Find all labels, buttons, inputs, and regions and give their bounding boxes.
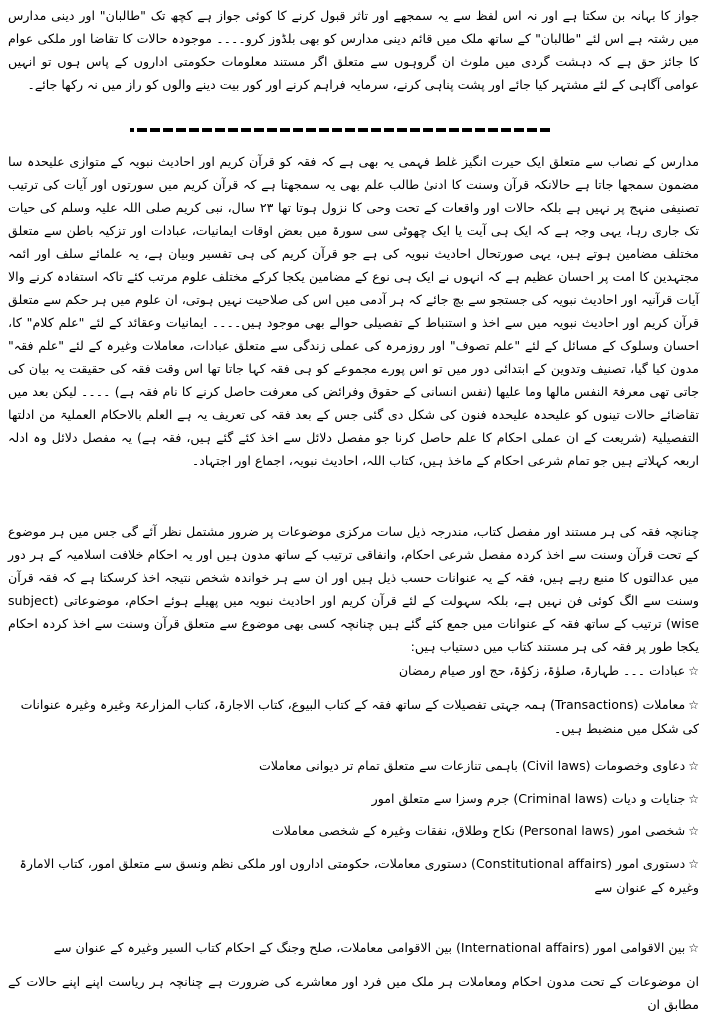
list-item bbox=[8, 693, 699, 740]
intro-paragraph: جواز کا بہانہ بن سکتا ہے اور نہ اس لفظ سے یہ سمجھے اور تاثر قبول کرنے کا کوئی جواز ہے کچھ تک "طالبان" اور دینی مدارس میں رشتہ ہے اس لئے "طالبان" کے ساتھ ملک میں قائم دینی مدارس کو بھی بلڈوز کرو۔۔۔۔ موجودہ حالات کا تقاضا اور ملکی عوام کا جائز حق ہے کہ دہشت گردی میں ملوث ان گروہوں سے متعلق اگر مستند معلومات حکومتی اداروں کے پاس ہوں تو انہیں عوامی آگاہی کے لئے مشتہر کیا جائے اور پشت پناہی کرنے، سرمایہ فراہم کرنے اور کور بیت دینے والوں کو راز میں نہ رکھا جائے۔ bbox=[8, 8, 699, 92]
section-divider bbox=[130, 128, 550, 132]
list-item bbox=[8, 754, 699, 778]
star-icon: ☆ bbox=[688, 664, 699, 678]
fiqh-topics-paragraph: چنانچہ فقہ کی ہر مستند اور مفصل کتاب، مندرجہ ذیل سات مرکزی موضوعات پر ضرور مشتمل نظر آئے گی جس میں ہر موضوع کے تحت قرآن وسنت سے اخذ کردہ مفصل شرعی احکام، وانفاقی ترتیب کے ساتھ مدون ہیں اور یہ احکام خلافت اسلامیہ کے ہر دور میں عدالتوں کا منبع رہے ہیں، فقہ کے یہ عنوانات حسب ذیل ہیں اور ان سے ہر خواندہ شخص نتیجہ اخذ کرسکتا ہے کہ فقہ قرآن وسنت سے الگ کوئی فن نہیں ہے، بلکہ سہولت کے لئے قرآن کریم اور احادیث نبویہ میں پھیلے ہوئے احکام، موضوعاتی (subject wise) ترتیب کے ساتھ فقہ کے عنوانات میں جمع کئے گئے ہیں چنانچہ کسی بھی موضوع سے متعلق قرآن وسنت سے اخذ کردہ احکام یکجا طور پر فقہ کی ہر مستند کتاب میں دستیاب ہیں: bbox=[8, 524, 699, 654]
star-icon: ☆ bbox=[688, 759, 699, 773]
list-item-text: عبادات ۔۔۔ طہارۃ، صلوٰۃ، زکوٰۃ، حج اور صیام رمضان bbox=[398, 663, 686, 678]
star-icon: ☆ bbox=[688, 698, 699, 712]
star-icon: ☆ bbox=[688, 824, 699, 838]
madaris-curriculum-paragraph: مدارس کے نصاب سے متعلق ایک حیرت انگیز غلط فہمی یہ بھی ہے کہ فقہ کو قرآن کریم اور احادیث نبویہ کے متوازی علیحدہ سا مضمون سمجھا جاتا ہے حالانکہ قرآن وسنت کا ادنیٰ طالب علم بھی یہ سمجھتا ہے کہ قرآن کریم میں سورتوں اور آیات کی ترتیب تصنیفی منہج پر نہیں ہے بلکہ حالات اور واقعات کے تحت وحی کا نزول ہوتا تھا ۲۳ سال، نبی کریم صلی اللہ علیہ وسلم کی حیات تک جاری رہا، یہی وجہ ہے کہ ایک ہی آیت یا ایک چھوٹی سی سورۃ میں بعض اوقات ایمانیات، عبادات اور تزکیہ باطن سے متعلق مختلف مضامین ہوتے ہیں، یہی صورتحال احادیث نبویہ کی ہے جو قرآن کریم کی ہی تفسیر وبیان ہے، یہ علمائے سلف اور ائمہ مجتہدین کا امت پر احسان عظیم ہے کہ انہوں نے ایک ہی نوع کے مضامین یکجا کرکے مختلف علوم مرتب کئے تاکہ استفادہ کرنے والا آیات قرآنیہ اور احادیث نبویہ کی جستجو سے بچ جائے کہ ہر آدمی میں اس کی صلاحیت نہیں ہوتی، ان علوم میں ہر حکم سے متعلق قرآن کریم اور احادیث نبویہ میں سے اخذ و استنباط کے تفصیلی حوالے بھی موجود ہیں۔۔۔۔ ایمانیات وعقائد کے لئے "علم کلام" کا، احسان وسلوک کے مسائل کے لئے "علم تصوف" اور روزمرہ کی عملی زندگی سے متعلق عبادات، معاملات وغیرہ کے لئے "علم فقہ" مدون کیا گیا، تصنیف وتدوین کے ابتدائی دور میں تو اس پورے مجموعے کو ہی فقہ کہا جاتا تھا اس وقت فقہ کی حقیقت یہ بیان کی جاتی تھی معرفۃ النفس مالھا وما علیھا (نفس انسانی کے حقوق وفرائض کی معرفت حاصل کرنے کا نام فقہ ہے) ۔۔۔۔ لیکن بعد میں تقاضائے حالات تینوں کو علیحدہ علیحدہ فنون کی شکل دی گئی جس کے بعد فقہ کی تعریف یہ ہے العلم بالاحکام العملیۃ من ادلتھا التفصیلیۃ (شریعت کے ان عملی احکام کا علم حاصل کرنا جو مفصل دلائل سے اخذ کئے گئے ہیں، فقہ ہے) یہ مفصل دلائل وہ ادلہ اربعہ کہلاتے ہیں جو تمام شرعی احکام کے ماخذ ہیں، کتاب اللہ، احادیث نبویہ، اجماع اور اجتہاد۔ bbox=[8, 154, 699, 468]
list-item-text: بین الاقوامی امور (International affairs) بین الاقوامی معاملات، صلح وجنگ کے احکام کتاب السیر وغیرہ کے عنوان سے bbox=[53, 940, 686, 955]
star-icon: ☆ bbox=[688, 941, 699, 955]
list-item bbox=[8, 936, 699, 960]
list-item bbox=[8, 852, 699, 899]
closing-paragraph: ان موضوعات کے تحت مدون احکام ومعاملات ہر ملک میں فرد اور معاشرے کی ضرورت ہے چنانچہ ہر ریاست اپنے اپنے حالات کے مطابق ان bbox=[8, 974, 699, 1012]
list-item bbox=[8, 659, 699, 683]
list-item-text: معاملات (Transactions) ہمہ جہتی تفصیلات کے ساتھ فقہ کے کتاب البیوع، کتاب الاجارۃ، کتاب المزارعۃ وغیرہ وغیرہ عنوانات کی شکل میں منضبط ہیں۔ bbox=[20, 697, 699, 736]
list-item-text: دعاوی وخصومات (Civil laws) باہمی تنازعات سے متعلق تمام تر دیوانی معاملات bbox=[258, 758, 686, 773]
list-item-text: جنایات و دیات (Criminal laws) جرم وسزا سے متعلق امور bbox=[371, 791, 686, 806]
list-item bbox=[8, 819, 699, 843]
star-icon: ☆ bbox=[688, 792, 699, 806]
star-icon: ☆ bbox=[688, 857, 699, 871]
list-item-text: شخصی امور (Personal laws) نکاح وطلاق، نفقات وغیرہ کے شخصی معاملات bbox=[271, 823, 686, 838]
list-item bbox=[8, 787, 699, 811]
list-item-text: دستوری امور (Constitutional affairs) دستوری معاملات، حکومتی اداروں اور ملکی نظم ونسق سے متعلق امور، کتاب الامارۃ وغیرہ کے عنوان سے bbox=[19, 856, 699, 895]
